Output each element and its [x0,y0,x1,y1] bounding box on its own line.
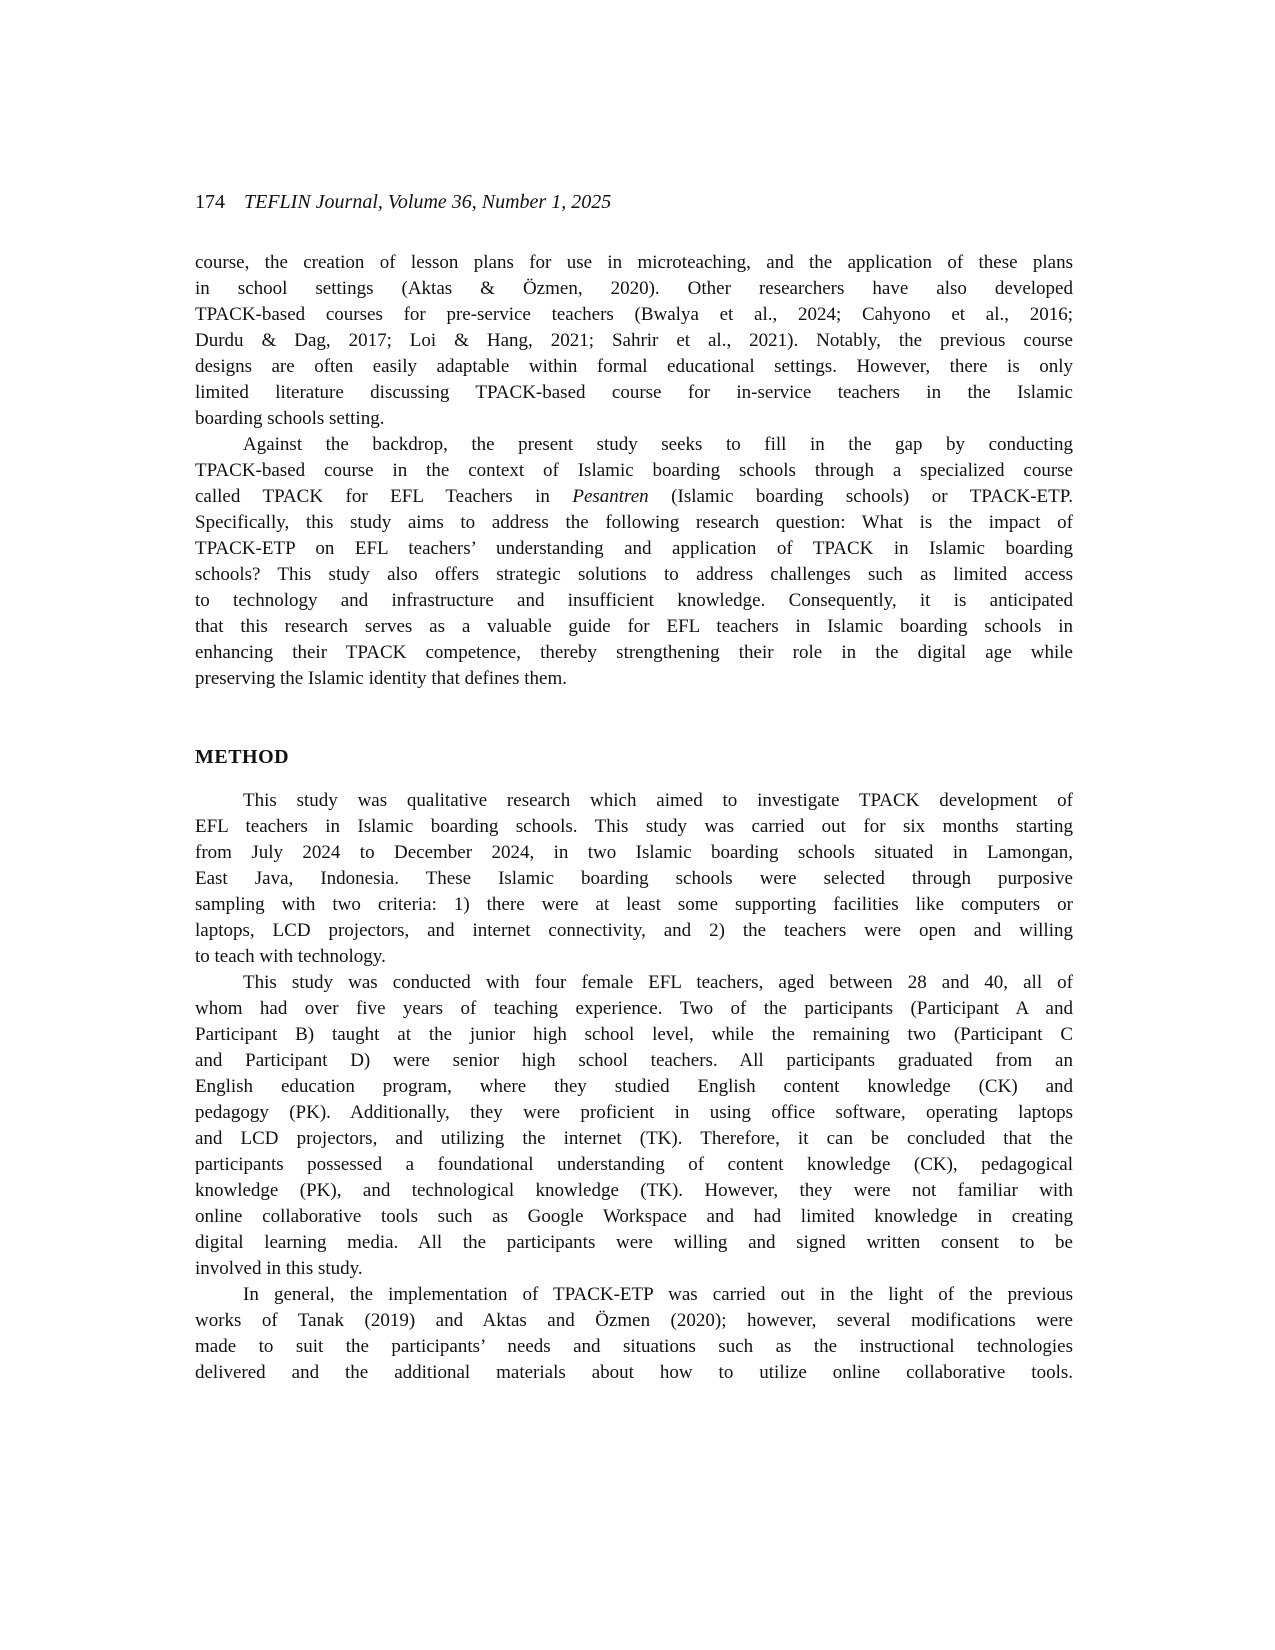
text-line [195,1152,1073,1178]
text-line [195,788,1073,814]
text-line [195,588,1073,614]
text-segment: EFL teachers in Islamic boarding schools. This study was carried out for six months starting [195,816,1073,837]
text-segment: knowledge (PK), and technological knowledge (TK). However, they were not familiar with [195,1180,1073,1201]
italic-text: Pesantren [572,486,649,507]
text-line [195,562,1073,588]
paragraph [195,1282,1073,1386]
page-header [195,190,1073,214]
paragraph [195,250,1073,432]
text-segment: In general, the implementation of TPACK-ETP was carried out in the light of the previous [243,1284,1073,1305]
text-line [195,1282,1073,1308]
text-line [195,892,1073,918]
paragraph [195,970,1073,1282]
text-line [195,666,1073,692]
text-line [195,536,1073,562]
text-line [195,1126,1073,1152]
text-line [195,614,1073,640]
text-line [195,970,1073,996]
text-segment: digital learning media. All the participants were willing and signed written consent to be [195,1232,1073,1253]
text-line [195,276,1073,302]
text-line [195,380,1073,406]
section-heading: METHOD [195,746,290,768]
text-segment: to teach with technology. [195,946,386,967]
text-line [195,1074,1073,1100]
text-line [195,840,1073,866]
text-line [195,1230,1073,1256]
text-segment: from July 2024 to December 2024, in two Islamic boarding schools situated in Lamongan, [195,842,1073,863]
text-segment: works of Tanak (2019) and Aktas and Özmen (2020); however, several modifications were [195,1310,1073,1331]
text-line [195,1308,1073,1334]
text-segment: that this research serves as a valuable guide for EFL teachers in Islamic boarding schools in [195,616,1073,637]
text-segment: sampling with two criteria: 1) there were at least some supporting facilities like computers or [195,894,1073,915]
text-line [195,1100,1073,1126]
text-segment: This study was conducted with four female EFL teachers, aged between 28 and 40, all of [243,972,1073,993]
text-segment: (Islamic boarding schools) or TPACK-ETP. [648,486,1073,507]
text-segment: TPACK-based courses for pre-service teachers (Bwalya et al., 2024; Cahyono et al., 2016; [195,304,1073,325]
text-line [195,406,1073,432]
text-segment: online collaborative tools such as Google Workspace and had limited knowledge in creating [195,1206,1073,1227]
text-line [195,1048,1073,1074]
text-segment: to technology and infrastructure and insufficient knowledge. Consequently, it is anticipated [195,590,1073,611]
text-line [195,458,1073,484]
text-segment: TPACK-ETP on EFL teachers’ understanding and application of TPACK in Islamic boarding [195,538,1073,559]
text-line [195,866,1073,892]
text-line [195,1022,1073,1048]
text-segment: in school settings (Aktas & Özmen, 2020). Other researchers have also developed [195,278,1073,299]
text-line [195,302,1073,328]
text-segment: pedagogy (PK). Additionally, they were proficient in using office software, operating laptops [195,1102,1073,1123]
paragraph [195,432,1073,692]
journal-title: TEFLIN Journal, Volume 36, Number 1, 2025 [244,191,612,213]
text-segment: English education program, where they studied English content knowledge (CK) and [195,1076,1073,1097]
text-segment: participants possessed a foundational understanding of content knowledge (CK), pedagogical [195,1154,1073,1175]
text-segment: and LCD projectors, and utilizing the internet (TK). Therefore, it can be concluded that the [195,1128,1073,1149]
text-line [195,510,1073,536]
text-line [195,918,1073,944]
text-line [195,432,1073,458]
text-line [195,1178,1073,1204]
text-segment: schools? This study also offers strategic solutions to address challenges such as limited access [195,564,1073,585]
text-segment: Specifically, this study aims to address the following research question: What is the impact of [195,512,1073,533]
text-line [195,996,1073,1022]
text-line [195,250,1073,276]
text-segment: East Java, Indonesia. These Islamic boarding schools were selected through purposive [195,868,1073,889]
text-line [195,814,1073,840]
text-segment: limited literature discussing TPACK-based course for in-service teachers in the Islamic [195,382,1073,403]
text-segment: and Participant D) were senior high school teachers. All participants graduated from an [195,1050,1073,1071]
paragraph [195,788,1073,970]
text-line [195,354,1073,380]
text-segment: enhancing their TPACK competence, thereby strengthening their role in the digital age while [195,642,1073,663]
text-segment: preserving the Islamic identity that defines them. [195,668,567,689]
text-line [195,1204,1073,1230]
text-segment: involved in this study. [195,1258,363,1279]
text-segment: boarding schools setting. [195,408,385,429]
text-segment: whom had over five years of teaching experience. Two of the participants (Participant A and [195,998,1073,1019]
text-segment: This study was qualitative research which aimed to investigate TPACK development of [243,790,1073,811]
text-segment: course, the creation of lesson plans for use in microteaching, and the application of these plans [195,252,1073,273]
text-segment: Against the backdrop, the present study seeks to fill in the gap by conducting [243,434,1073,455]
text-segment: designs are often easily adaptable within formal educational settings. However, there is only [195,356,1073,377]
text-segment: Durdu & Dag, 2017; Loi & Hang, 2021; Sahrir et al., 2021). Notably, the previous course [195,330,1073,351]
text-segment: TPACK-based course in the context of Islamic boarding schools through a specialized course [195,460,1073,481]
text-segment: delivered and the additional materials about how to utilize online collaborative tools. [195,1362,1073,1383]
text-segment: made to suit the participants’ needs and situations such as the instructional technologies [195,1336,1073,1357]
text-line [195,1256,1073,1282]
text-line [195,640,1073,666]
page-number: 174 [195,191,225,213]
text-segment: called TPACK for EFL Teachers in [195,486,573,507]
text-segment: laptops, LCD projectors, and internet connectivity, and 2) the teachers were open and willing [195,920,1073,941]
text-segment: Participant B) taught at the junior high school level, while the remaining two (Participant C [195,1024,1073,1045]
text-line [195,484,1073,510]
page-content [195,250,1073,1386]
text-line [195,1334,1073,1360]
text-line [195,944,1073,970]
text-line [195,328,1073,354]
text-line [195,1360,1073,1386]
